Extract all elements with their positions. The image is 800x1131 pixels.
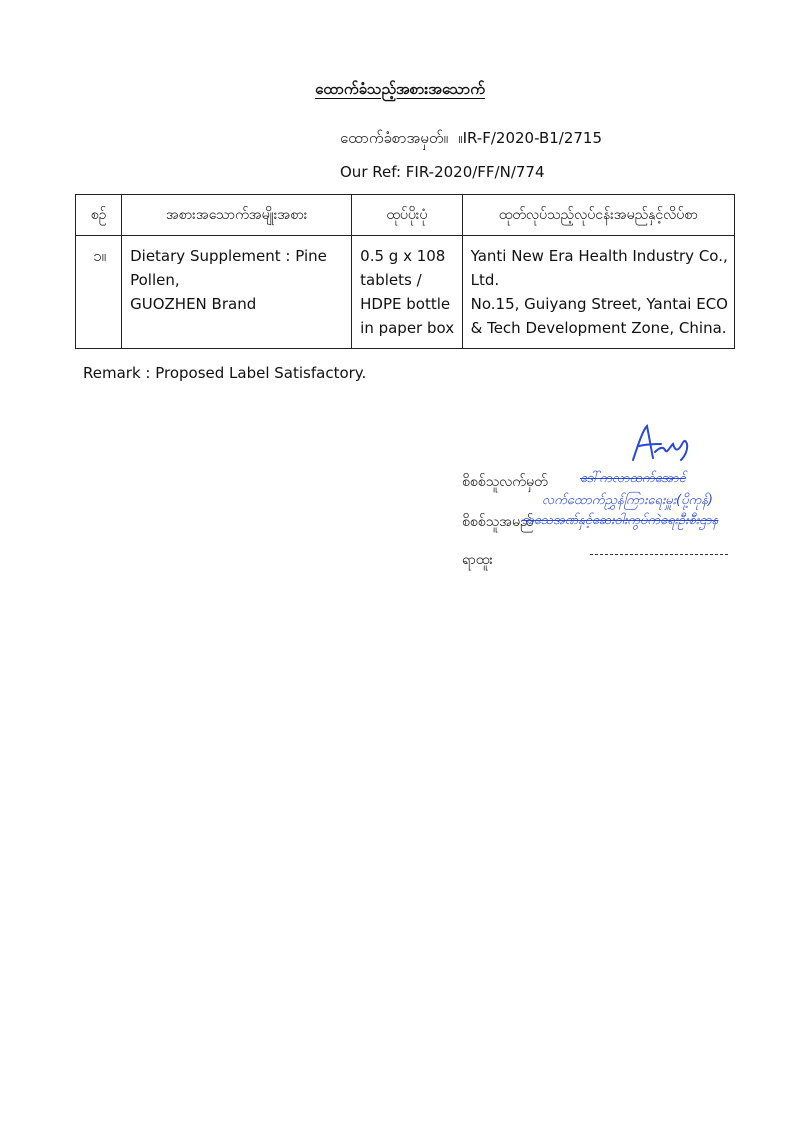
product-line: GUOZHEN Brand: [130, 295, 257, 313]
stamp-department: အသေအဏ်နှင့်ဆေးဝါးကွပ်ကဲရေးဦးစီးဌာန: [522, 513, 719, 528]
table-header-row: [76, 195, 735, 236]
cell-manufacturer: [462, 236, 734, 349]
handwritten-signature: [625, 422, 695, 467]
signature-label: စိစစ်သူလက်မှတ်: [462, 474, 548, 490]
ref-label: ထောက်ခံစာအမှတ်။: [340, 129, 449, 147]
document-title: ထောက်ခံသည့်အစားအသောက်: [315, 80, 485, 98]
position-dashed-line: [590, 554, 728, 555]
product-line: Pollen,: [130, 271, 180, 289]
position-label: ရာထူး: [462, 552, 493, 568]
reference-line: [340, 129, 602, 151]
manufacturer-line: Yanti New Era Health Industry Co.,: [470, 247, 728, 265]
product-line: Dietary Supplement : Pine: [130, 247, 327, 265]
manufacturer-line: & Tech Development Zone, China.: [470, 319, 727, 337]
header-no: စဉ်: [76, 195, 122, 236]
our-ref: Our Ref: FIR-2020/FF/N/774: [340, 163, 545, 181]
stamp-title: လက်ထောက်ညွှန်ကြားရေးမှူး(ပို့ကုန်): [542, 493, 714, 508]
name-label: စိစစ်သူအမည်: [462, 514, 534, 530]
packing-line: HDPE bottle: [360, 295, 451, 313]
ref-number: ။IR-F/2020-B1/2715: [458, 129, 603, 147]
packing-line: tablets /: [360, 271, 422, 289]
cell-packing: [352, 236, 462, 349]
header-manufacturer: ထုတ်လုပ်သည့်လုပ်ငန်းအမည်နှင့်လိပ်စာ: [462, 195, 734, 236]
cell-no: ၁။: [76, 236, 122, 349]
table-row: [76, 236, 735, 349]
cell-product: [122, 236, 352, 349]
manufacturer-line: Ltd.: [470, 271, 500, 289]
signatory-block: [462, 470, 792, 580]
packing-line: in paper box: [360, 319, 455, 337]
manufacturer-line: No.15, Guiyang Street, Yantai ECO: [470, 295, 728, 313]
remark-text: Remark : Proposed Label Satisfactory.: [83, 364, 367, 382]
items-table: [75, 194, 735, 349]
header-product: အစားအသောက်အမျိုးအစား: [122, 195, 352, 236]
header-packing: ထုပ်ပိုးပုံ: [352, 195, 462, 236]
packing-line: 0.5 g x 108: [360, 247, 446, 265]
stamp-name: ဒေါ်ကလာထက်အောင်: [580, 471, 686, 486]
